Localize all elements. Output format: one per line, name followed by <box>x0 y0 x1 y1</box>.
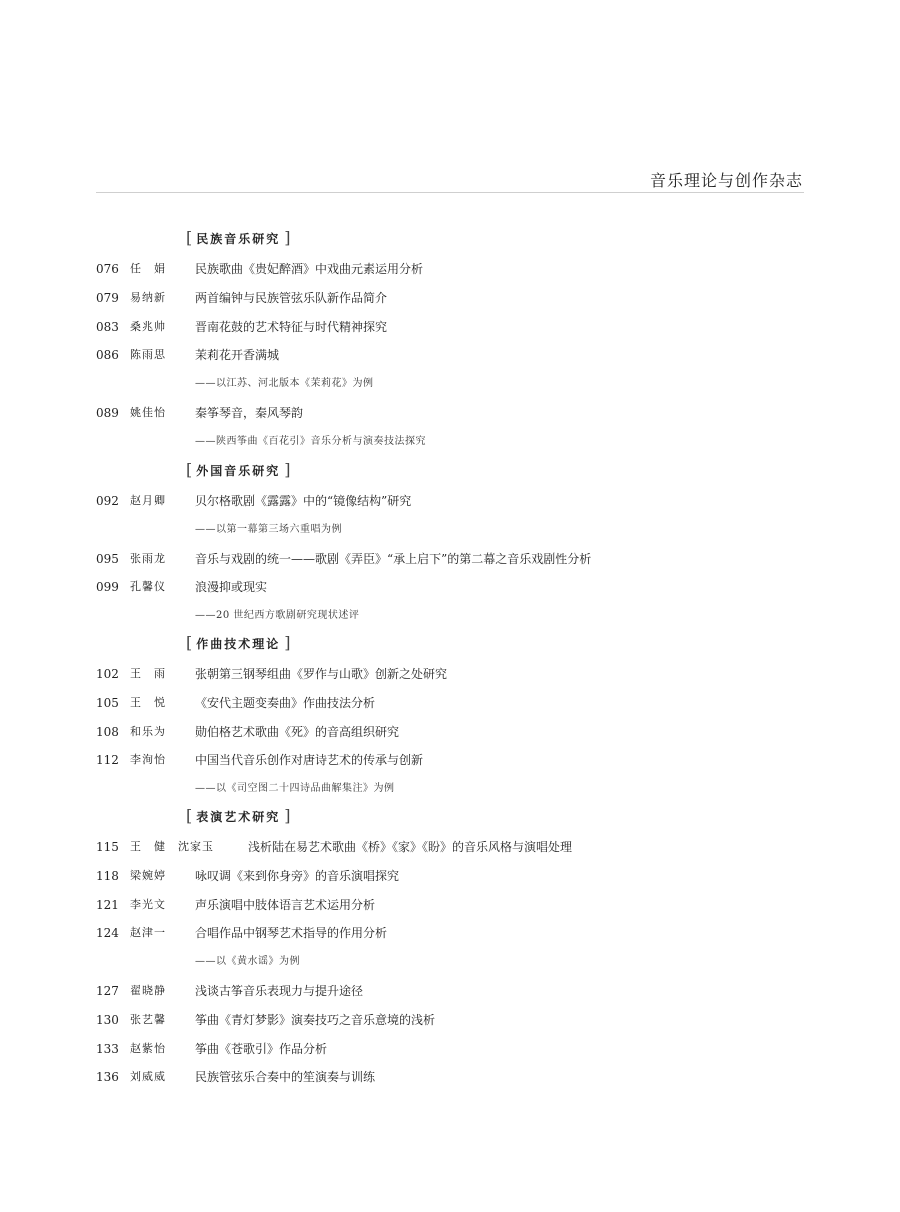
article-title[interactable]: 浪漫抑或现实 <box>195 580 268 595</box>
page-number: 133 <box>96 1041 119 1056</box>
author-name: 王 雨 <box>130 667 166 680</box>
article-subtitle: ——以《黄水谣》为例 <box>195 956 300 968</box>
page-number: 089 <box>96 406 119 420</box>
author-name: 梁婉婷 <box>130 868 166 882</box>
article-title[interactable]: 咏叹调《来到你身旁》的音乐演唱探究 <box>195 868 400 883</box>
article-title[interactable]: 民族管弦乐合奏中的笙演奏与训练 <box>195 1070 376 1085</box>
article-title[interactable]: 浅谈古筝音乐表现力与提升途径 <box>195 984 364 998</box>
article-title[interactable]: 合唱作品中钢琴艺术指导的作用分析 <box>195 926 388 941</box>
article-title[interactable]: 浅析陆在易艺术歌曲《桥》《家》《盼》的音乐风格与演唱处理 <box>248 840 573 854</box>
page-number: 118 <box>96 868 119 883</box>
page-number: 076 <box>96 262 119 276</box>
author-name: 任 娟 <box>130 262 166 275</box>
right-bracket: ] <box>284 633 291 652</box>
author-name: 赵月卿 <box>130 494 166 507</box>
left-bracket: [ <box>186 806 193 825</box>
right-bracket: ] <box>284 806 291 825</box>
page-number: 086 <box>96 348 119 363</box>
author-name: 李洵怡 <box>130 753 166 767</box>
right-bracket: ] <box>284 460 291 479</box>
page-number: 102 <box>96 667 119 681</box>
author-name: 赵津一 <box>130 926 166 940</box>
section-heading <box>186 804 291 828</box>
article-subtitle: ——20 世纪西方歌剧研究现状述评 <box>195 610 360 622</box>
page-number: 099 <box>96 580 119 595</box>
author-name: 孔馨仪 <box>130 580 166 594</box>
author-name: 张雨龙 <box>130 551 166 565</box>
author-name: 刘威威 <box>130 1070 166 1084</box>
section-heading <box>186 631 291 655</box>
article-title[interactable]: 两首编钟与民族管弦乐队新作品简介 <box>195 290 388 305</box>
left-bracket: [ <box>186 228 193 247</box>
section-heading-text: 表演艺术研究 <box>196 810 281 824</box>
article-subtitle: ——以第一幕第三场六重唱为例 <box>195 523 342 535</box>
article-title[interactable]: 贝尔格歌剧《露露》中的“镜像结构”研究 <box>195 494 412 508</box>
page-number: 130 <box>96 1012 119 1027</box>
article-title[interactable]: 勋伯格艺术歌曲《死》的音高组织研究 <box>195 724 400 739</box>
author-name: 陈雨思 <box>130 348 166 362</box>
journal-title: 音乐理论与创作杂志 <box>649 171 803 190</box>
article-title[interactable]: 中国当代音乐创作对唐诗艺术的传承与创新 <box>195 753 424 768</box>
page-number: 083 <box>96 319 119 334</box>
section-heading <box>186 458 291 482</box>
author-name: 赵紫怡 <box>130 1041 166 1055</box>
right-bracket: ] <box>284 228 291 247</box>
article-title[interactable]: 张朝第三钢琴组曲《罗作与山歌》创新之处研究 <box>195 667 448 681</box>
article-title[interactable]: 筝曲《苍歌引》作品分析 <box>195 1041 328 1056</box>
page-number: 124 <box>96 926 119 941</box>
author-name: 李光文 <box>130 897 166 911</box>
article-title[interactable]: 晋南花鼓的艺术特征与时代精神探究 <box>195 319 388 334</box>
article-title[interactable]: 《安代主题变奏曲》作曲技法分析 <box>195 695 376 710</box>
article-subtitle: ——以江苏、河北版本《茉莉花》为例 <box>195 378 374 390</box>
author-name: 易纳新 <box>130 290 166 304</box>
page-number: 127 <box>96 984 119 998</box>
author-name: 姚佳怡 <box>130 406 166 419</box>
page-number: 115 <box>96 840 119 854</box>
page-number: 105 <box>96 695 119 710</box>
article-title[interactable]: 声乐演唱中肢体语言艺术运用分析 <box>195 897 376 912</box>
article-title[interactable]: 茉莉花开香满城 <box>195 348 280 363</box>
page-number: 079 <box>96 290 119 305</box>
section-heading-text: 外国音乐研究 <box>196 464 281 478</box>
article-title[interactable]: 音乐与戏剧的统一——歌剧《弄臣》“承上启下”的第二幕之音乐戏剧性分析 <box>195 551 592 566</box>
section-heading-text: 作曲技术理论 <box>196 637 281 651</box>
header-rule <box>96 192 804 193</box>
page-number: 108 <box>96 724 119 739</box>
article-title[interactable]: 民族歌曲《贵妃醉酒》中戏曲元素运用分析 <box>195 262 424 276</box>
left-bracket: [ <box>186 633 193 652</box>
article-subtitle: ——以《司空图二十四诗品曲解集注》为例 <box>195 783 395 795</box>
article-subtitle: ——陕西筝曲《百花引》音乐分析与演奏技法探究 <box>195 435 426 447</box>
article-title[interactable]: 秦筝琴音，秦风琴韵 <box>195 406 304 420</box>
page-number: 121 <box>96 897 119 912</box>
section-heading <box>186 226 291 250</box>
author-name: 张艺馨 <box>130 1012 166 1026</box>
author-name: 桑兆帅 <box>130 319 166 333</box>
section-heading-text: 民族音乐研究 <box>196 232 281 246</box>
article-title[interactable]: 筝曲《青灯梦影》演奏技巧之音乐意境的浅析 <box>195 1012 436 1027</box>
author-name: 翟晓静 <box>130 984 166 997</box>
page-number: 136 <box>96 1070 119 1085</box>
author-name: 和乐为 <box>130 724 166 738</box>
page-number: 112 <box>96 753 119 768</box>
author-name: 王 健 沈家玉 <box>130 840 214 853</box>
author-name: 王 悦 <box>130 695 166 709</box>
page-number: 095 <box>96 551 119 566</box>
page-number: 092 <box>96 494 119 508</box>
left-bracket: [ <box>186 460 193 479</box>
